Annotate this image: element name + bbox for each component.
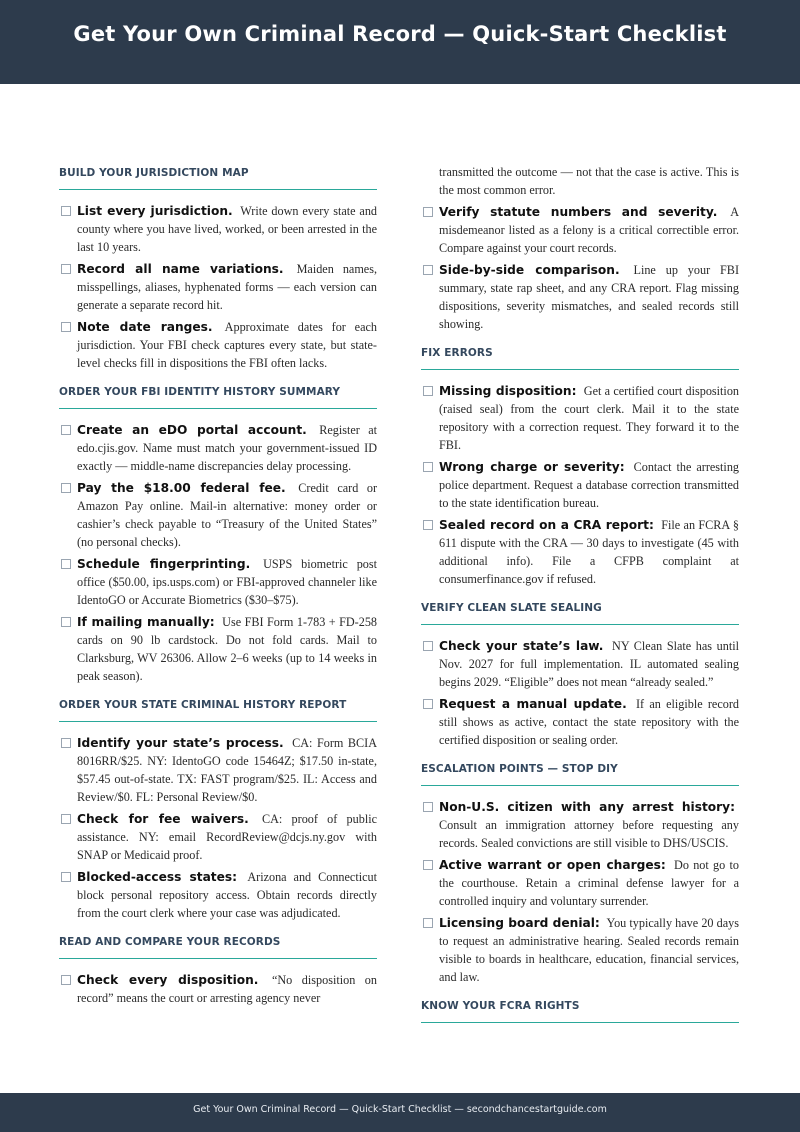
item-title: Check your state’s law.: [439, 639, 604, 653]
checkbox[interactable]: [61, 814, 71, 824]
section-title: READ AND COMPARE YOUR RECORDS: [59, 932, 377, 959]
checklist-item: [421, 798, 739, 852]
section-title: BUILD YOUR JURISDICTION MAP: [59, 163, 377, 190]
item-body: CA: proof of public assistance. NY: email RecordReview@dcjs.ny.gov with SNAP or Medicaid proof.: [77, 812, 377, 862]
section-build-jurisdiction-map: [59, 163, 377, 372]
item-title: Record all name variations.: [77, 262, 284, 276]
checkbox[interactable]: [61, 483, 71, 493]
checkbox[interactable]: [423, 462, 433, 472]
item-title: Create an eDO portal account.: [77, 423, 307, 437]
checklist-item: [421, 695, 739, 749]
checklist-item: [59, 260, 377, 314]
checklist-item: [59, 421, 377, 475]
checkbox[interactable]: [423, 918, 433, 928]
checklist-item: [421, 382, 739, 454]
item-body: Do not go to the courthouse. Retain a criminal defense lawyer for a controlled inquiry and voluntary surrender.: [439, 858, 740, 908]
item-body: Register at edo.cjis.gov. Name must match your government-issued ID exactly — middle-name discrepancies delay processing.: [77, 423, 378, 473]
checklist-item: [421, 458, 739, 512]
checklist-item: [59, 613, 377, 685]
item-title: Side-by-side comparison.: [439, 263, 620, 277]
item-body: USPS biometric post office ($50.00, ips.usps.com) or FBI-approved channeler like IdentoGO or Accurate Biometrics ($30–$75).: [77, 557, 378, 607]
item-body: Approximate dates for each jurisdiction. Your FBI check captures every state, but state-level checks fill in dispositions the FBI often lacks.: [77, 320, 377, 370]
item-title: Blocked-access states:: [77, 870, 238, 884]
item-body: CA: Form BCIA 8016RR/$25. NY: IdentoGO code 15464Z; $17.50 in-state, $57.45 out-of-state. TX: FAST program/$25. IL: Access and Review/$0. FL: Personal Review/$0.: [77, 736, 377, 804]
item-body: Arizona and Connecticut block personal repository access. Obtain records directly from the court clerk where your case was adjudicated.: [77, 870, 377, 920]
item-body: Use FBI Form 1-783 + FD-258 cards on 90 lb cardstock. Do not fold cards. Mail to Clarksburg, WV 26306. Allow 2–6 weeks (up to 14 weeks in peak season).: [77, 615, 378, 683]
checklist-item: [421, 856, 739, 910]
item-title: Missing disposition:: [439, 384, 577, 398]
item-title: Active warrant or open charges:: [439, 858, 666, 872]
checklist-item: [421, 203, 739, 257]
checkbox[interactable]: [423, 641, 433, 651]
section-title: ORDER YOUR FBI IDENTITY HISTORY SUMMARY: [59, 382, 377, 409]
checklist-item: [59, 555, 377, 609]
checklist-item: [421, 914, 739, 986]
checkbox[interactable]: [61, 264, 71, 274]
section-title: ESCALATION POINTS — STOP DIY: [421, 759, 739, 786]
item-body: File an FCRA § 611 dispute with the CRA — 30 days to investigate (45 with additional info). File a CFPB complaint at consumerfinance.gov if refused.: [439, 518, 739, 586]
footer-text: Get Your Own Criminal Record — Quick-Start Checklist — secondchancestartguide.com: [193, 1104, 607, 1115]
checklist-item: [59, 202, 377, 256]
checklist-item: [59, 971, 377, 1007]
item-body: You typically have 20 days to request an administrative hearing. Sealed records remain visible to boards in healthcare, education, financial services, and law.: [439, 916, 739, 984]
item-title: Check for fee waivers.: [77, 812, 249, 826]
item-body: transmitted the outcome — not that the case is active. This is the most common error.: [439, 165, 739, 197]
checkbox[interactable]: [61, 975, 71, 985]
checkbox[interactable]: [423, 860, 433, 870]
item-body: A misdemeanor listed as a felony is a critical correctible error. Compare against your court records.: [439, 205, 739, 255]
checkbox[interactable]: [423, 207, 433, 217]
item-body: “No disposition on record” means the court or arresting agency never: [77, 973, 377, 1005]
item-title: Request a manual update.: [439, 697, 627, 711]
item-title: List every jurisdiction.: [77, 204, 233, 218]
checklist-item: [59, 734, 377, 806]
item-title: Sealed record on a CRA report:: [439, 518, 654, 532]
checkbox[interactable]: [423, 802, 433, 812]
section-know-fcra-rights: [421, 996, 739, 1023]
section-read-compare-continued: [421, 163, 739, 333]
item-title: Check every disposition.: [77, 973, 259, 987]
right-column: [421, 163, 739, 1035]
item-title: If mailing manually:: [77, 615, 215, 629]
checklist-item: [421, 261, 739, 333]
section-verify-clean-slate: [421, 598, 739, 749]
item-title: Wrong charge or severity:: [439, 460, 625, 474]
item-body: NY Clean Slate has until Nov. 2027 for full implementation. IL automated sealing begins 2029. “Eligible” does not mean “already sealed.”: [439, 639, 739, 689]
checkbox[interactable]: [61, 617, 71, 627]
section-order-fbi-summary: [59, 382, 377, 685]
section-escalation-points: [421, 759, 739, 986]
item-title: Licensing board denial:: [439, 916, 600, 930]
checkbox[interactable]: [61, 322, 71, 332]
page-header: [0, 0, 800, 84]
section-title: KNOW YOUR FCRA RIGHTS: [421, 996, 739, 1023]
page-title: Get Your Own Criminal Record — Quick-Start Checklist: [73, 22, 727, 46]
checklist-item: [59, 479, 377, 551]
checklist-item-continued: [421, 163, 739, 199]
checkbox[interactable]: [61, 206, 71, 216]
checklist-item: [59, 868, 377, 922]
section-title: VERIFY CLEAN SLATE SEALING: [421, 598, 739, 625]
checkbox[interactable]: [423, 699, 433, 709]
section-title: ORDER YOUR STATE CRIMINAL HISTORY REPORT: [59, 695, 377, 722]
item-body: Line up your FBI summary, state rap sheet, and any CRA report. Flag missing dispositions, severity mismatches, and sealed records still showing.: [439, 263, 739, 331]
item-title: Note date ranges.: [77, 320, 213, 334]
item-body: If an eligible record still shows as active, contact the state repository with the certified disposition or sealing order.: [439, 697, 739, 747]
checklist-item: [421, 637, 739, 691]
checkbox[interactable]: [61, 559, 71, 569]
item-body: Write down every state and county where you have lived, worked, or been arrested in the last 10 years.: [77, 204, 378, 254]
item-body: Get a certified court disposition (raised seal) from the court clerk. Mail it to the state repository with a correction request. They forward it to the FBI.: [439, 384, 740, 452]
checklist-item: [421, 516, 739, 588]
item-body: Credit card or Amazon Pay online. Mail-in alternative: money order or cashier’s check payable to “Treasury of the United States” (no personal checks).: [77, 481, 378, 549]
checkbox[interactable]: [423, 265, 433, 275]
item-title: Identify your state’s process.: [77, 736, 284, 750]
checkbox[interactable]: [423, 386, 433, 396]
item-title: Non-U.S. citizen with any arrest history:: [439, 800, 735, 814]
page-footer: [0, 1093, 800, 1132]
checkbox[interactable]: [423, 520, 433, 530]
section-fix-errors: [421, 343, 739, 588]
checklist-item: [59, 318, 377, 372]
item-body: Contact the arresting police department. Request a database correction transmitted to the state identification bureau.: [439, 460, 740, 510]
section-order-state-report: [59, 695, 377, 922]
item-title: Verify statute numbers and severity.: [439, 205, 718, 219]
item-body: Consult an immigration attorney before requesting any records. Sealed convictions are still visible to DHS/USCIS.: [439, 818, 739, 850]
checklist-item: [59, 810, 377, 864]
item-title: Schedule fingerprinting.: [77, 557, 251, 571]
left-column: [59, 163, 377, 1017]
item-title: Pay the $18.00 federal fee.: [77, 481, 286, 495]
section-title: FIX ERRORS: [421, 343, 739, 370]
section-read-compare-records: [59, 932, 377, 1007]
checkbox[interactable]: [61, 738, 71, 748]
checkbox[interactable]: [61, 425, 71, 435]
checkbox[interactable]: [61, 872, 71, 882]
item-body: Maiden names, misspellings, aliases, hyphenated forms — each version can generate a separate record hit.: [77, 262, 377, 312]
